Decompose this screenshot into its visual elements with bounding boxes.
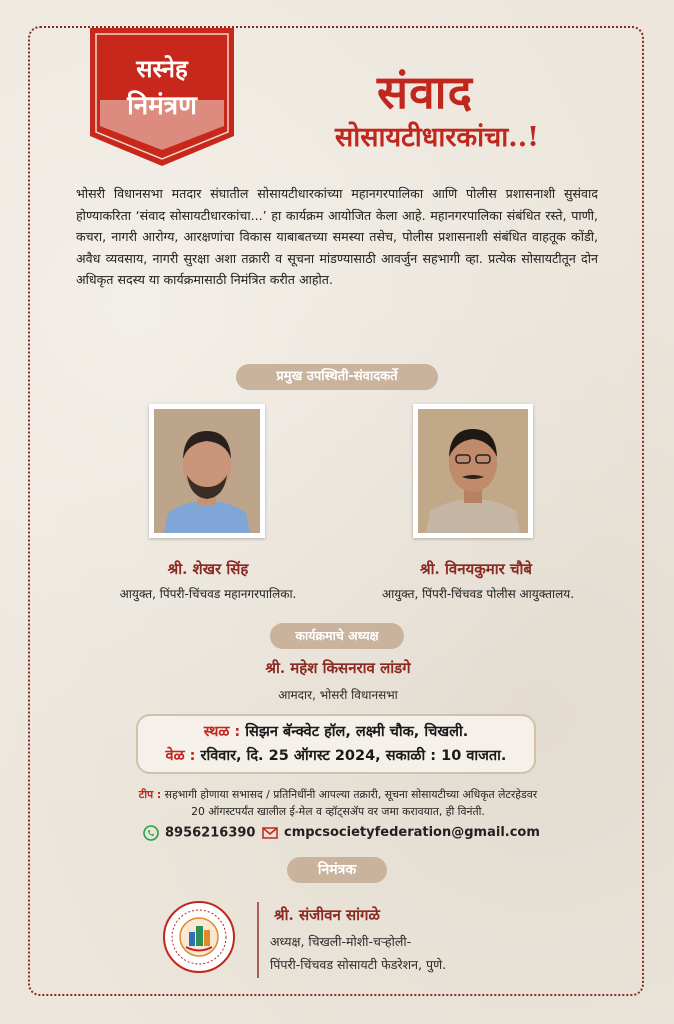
inviter-line2: पिंपरी-चिंचवड सोसायटी फेडरेशन, पुणे. [270, 957, 447, 972]
guest-photo-1 [149, 404, 265, 538]
guest-photo-2 [413, 404, 533, 538]
venue-place-label: स्थळ : [203, 724, 241, 740]
venue-time: रविवार, दि. 25 ऑगस्ट 2024, सकाळी : 10 वाजता. [200, 748, 507, 764]
email-address: cmpcsocietyfederation@gmail.com [284, 825, 540, 840]
inviter-line1: अध्यक्ष, चिखली-मोशी-चऱ्होली- [270, 934, 412, 949]
note-line1: सहभागी होणाया सभासद / प्रतिनिधींनी आपल्या तक्रारी, सूचना सोसायटीच्या अधिकृत लेटरहेडवर [164, 788, 538, 801]
banner-line2: निमंत्रण [127, 91, 197, 121]
note-label: टीप : [138, 788, 162, 801]
title-sub: सोसायटीधारकांचा..! [335, 122, 539, 153]
federation-seal-icon [162, 900, 236, 974]
chair-heading: कार्यक्रमाचे अध्यक्ष [270, 623, 404, 649]
inviter-heading: निमंत्रक [287, 857, 387, 883]
guest-designation-1: आयुक्त, पिंपरी-चिंचवड महानगरपालिका. [119, 587, 297, 601]
venue-place-line [138, 721, 534, 741]
email-contact[interactable] [262, 825, 540, 840]
chair-name: श्री. महेश किसनराव लांडगे [265, 659, 411, 677]
guest-name-1: श्री. शेखर सिंह [167, 560, 249, 578]
guests-heading: प्रमुख उपस्थिती-संवादकर्ते [236, 364, 438, 390]
chair-designation: आमदार, भोसरी विधानसभा [278, 688, 398, 702]
title-main: संवाद [376, 65, 473, 119]
whatsapp-number: 8956216390 [165, 825, 256, 841]
note-line2: 20 ऑगस्टपर्यंत खालील ई-मेल व व्हॉट्सॲप वर जमा करावयात, ही विनंती. [191, 805, 485, 818]
guest-portrait-1 [154, 409, 260, 533]
banner-line1: सस्नेह [136, 54, 188, 83]
email-icon [262, 827, 278, 839]
venue-time-label: वेळ : [165, 748, 196, 764]
note [60, 786, 616, 820]
venue-place: सिझन बॅन्क्वेट हॉल, लक्ष्मी चौक, चिखली. [245, 724, 469, 740]
inviter-divider [257, 902, 259, 978]
intro-paragraph: भोसरी विधानसभा मतदार संघातील सोसायटीधारकांच्या महानगरपालिका आणि पोलीस प्रशासनाशी सुसंवाद होण्याकरिता ‘संवाद सोसायटीधारकांचा...’ हा कार्यक्रम आयोजित केला आहे. महानगरपालिका संबंधित रस्ते, पाणी, कचरा, नागरी आरोग्य, आरक्षणांचा विकास याबाबतच्या समस्या तसेच, पोलीस प्रशासनाशी संबंधित वाहतूक कोंडी, अवैध व्यवसाय, नागरी सुरक्षा अशा तक्रारी व सूचना मांडण्यासाठी आवर्जुन सहभागी व्हा. प्रत्येक सोसायटीतून दोन अधिकृत सदस्य या कार्यक्रमासाठी निमंत्रित करीत आहोत. [76, 186, 598, 287]
inviter-name: श्री. संजीवन सांगळे [274, 906, 380, 924]
guest-designation-2: आयुक्त, पिंपरी-चिंचवड पोलीस आयुक्तालय. [381, 587, 575, 601]
venue-time-line [138, 745, 534, 765]
dotted-frame [28, 26, 644, 996]
whatsapp-contact[interactable] [143, 825, 255, 841]
guest-name-2: श्री. विनयकुमार चौबे [420, 560, 532, 578]
guest-portrait-2 [418, 409, 528, 533]
whatsapp-icon [143, 825, 159, 841]
venue-box [136, 714, 536, 774]
